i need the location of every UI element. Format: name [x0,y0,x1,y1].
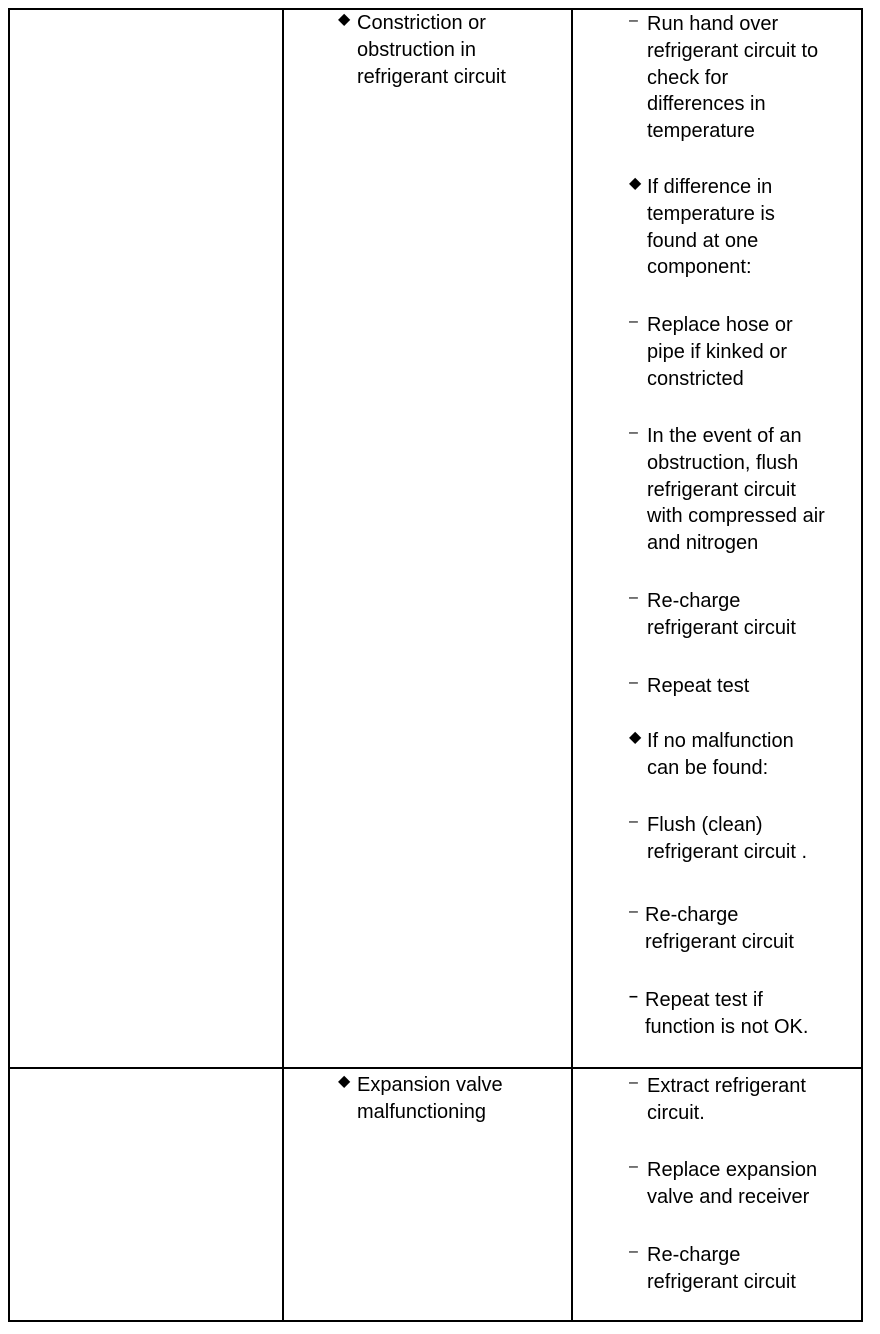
remedy-text-line: found at one [647,229,759,252]
cause-text-line: malfunctioning [357,1100,486,1123]
remedy-text-line: differences in [647,93,766,116]
remedy-item [629,423,825,557]
table-border-bottom [8,1320,863,1322]
diamond-bullet-icon: ◆ [629,175,642,192]
table-divider-col1 [282,8,284,1322]
remedy-text-line: Replace hose or [647,314,793,336]
remedy-text-line: refrigerant circuit [647,616,796,639]
diamond-bullet-icon: ◆ [629,729,642,746]
remedy-text-line: can be found: [647,756,769,779]
remedy-text-line: circuit. [647,1101,705,1124]
remedy-text-line: Re-charge [645,904,739,926]
dash-bullet-icon: – [629,813,638,830]
remedy-text-line: In the event of an [647,425,802,447]
cause-item-expansion-valve [338,1072,503,1126]
remedy-text-line: Run hand over [647,13,779,35]
remedy-item [629,312,793,392]
remedy-text-line: pipe if kinked or [647,340,788,363]
remedy-text-line: refrigerant circuit [647,478,796,501]
remedy-condition-item [629,174,775,281]
remedy-text-line: Re-charge [647,590,741,612]
remedy-text-line: If difference in [647,176,773,198]
dash-bullet-icon: – [629,988,638,1005]
cause-text-line: refrigerant circuit [357,65,506,88]
dash-bullet-icon: – [629,12,638,29]
remedy-condition-item [629,728,794,782]
cause-text-line: obstruction in [357,38,476,61]
remedy-item [629,588,796,642]
remedy-text-line: refrigerant circuit [645,930,794,953]
remedy-text-line: with compressed air [647,505,825,528]
remedy-text-line: Replace expansion [647,1159,818,1181]
diamond-bullet-icon: ◆ [338,11,351,28]
remedy-text-line: check for [647,66,729,89]
remedy-item [629,673,749,700]
dash-bullet-icon: – [629,903,638,920]
remedy-item [629,1157,817,1211]
remedy-text-line: refrigerant circuit [647,1270,796,1293]
table-border-right [861,8,863,1322]
cause-item-constriction [338,10,506,90]
remedy-text-line: Repeat test if [645,989,763,1011]
remedy-text-line: Repeat test [647,675,750,697]
remedy-item [629,1242,796,1296]
remedy-text-line: Extract refrigerant [647,1075,806,1097]
cause-text-line: Constriction or [357,12,486,34]
dash-bullet-icon: – [629,1074,638,1091]
cause-text-line: Expansion valve [357,1074,503,1096]
remedy-item [629,11,818,145]
dash-bullet-icon: – [629,1158,638,1175]
remedy-text-line: temperature [647,120,755,143]
remedy-item [629,902,794,956]
remedy-item [629,1073,806,1127]
remedy-text-line: Re-charge [647,1244,741,1266]
remedy-text-line: valve and receiver [647,1185,810,1208]
diamond-bullet-icon: ◆ [338,1073,351,1090]
remedy-text-line: and nitrogen [647,532,759,555]
dash-bullet-icon: – [629,313,638,330]
remedy-text-line: constricted [647,367,744,390]
dash-bullet-icon: – [629,589,638,606]
remedy-text-line: function is not OK. [645,1015,809,1038]
remedy-text-line: obstruction, flush [647,451,799,474]
remedy-text-line: Flush (clean) [647,814,763,836]
remedy-text-line: If no malfunction [647,730,794,752]
dash-bullet-icon: – [629,674,638,691]
remedy-text-line: component: [647,256,752,279]
dash-bullet-icon: – [629,424,638,441]
table-divider-col2 [571,8,573,1322]
remedy-text-line: refrigerant circuit to [647,39,819,62]
dash-bullet-icon: – [629,1243,638,1260]
remedy-item [629,812,807,866]
remedy-text-line: temperature is [647,202,775,225]
table-border-left [8,8,10,1322]
row-divider [8,1067,863,1069]
remedy-text-line: refrigerant circuit . [647,840,808,863]
remedy-item [629,987,808,1041]
